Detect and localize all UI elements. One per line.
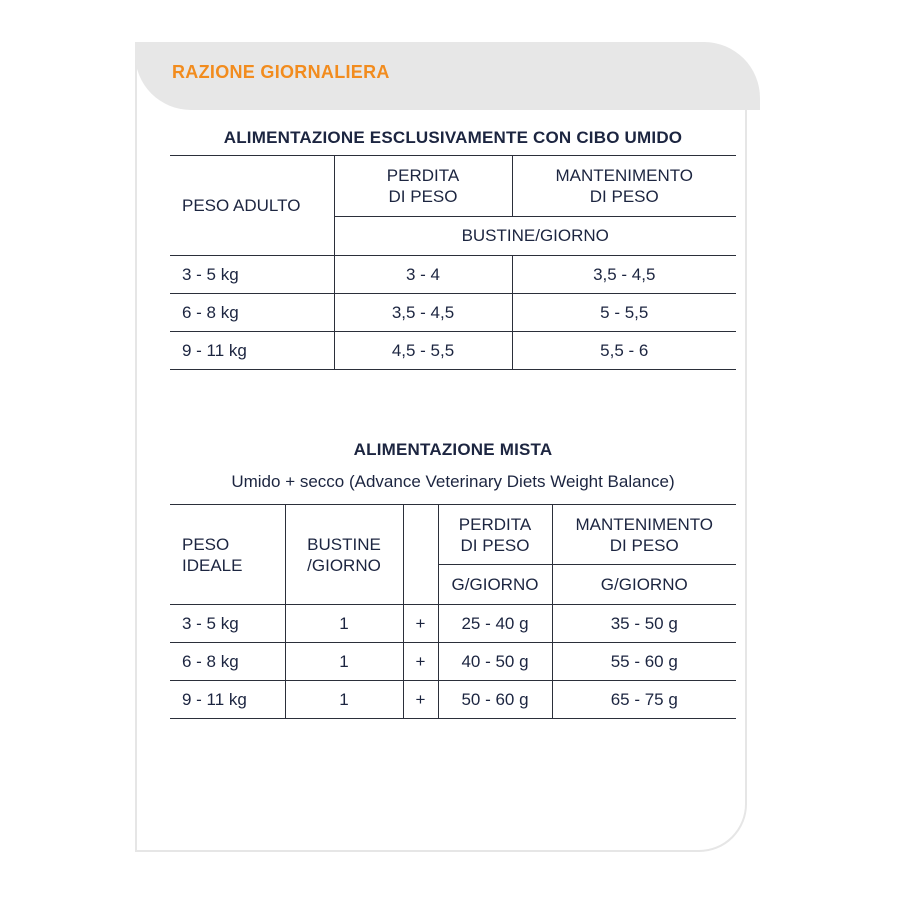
loss-cell: 3 - 4 xyxy=(334,256,512,294)
col-header-loss xyxy=(438,505,552,565)
col-header-loss-line1: PERDITA xyxy=(386,166,460,185)
table-row xyxy=(170,643,736,681)
col-header-plus xyxy=(403,505,438,605)
col-header-weight xyxy=(170,505,285,605)
col-header-bustine-line1: BUSTINE xyxy=(307,534,381,554)
section2-subtitle: Umido + secco (Advance Veterinary Diets Weight Balance) xyxy=(231,472,675,491)
col-header-maint-line1: MANTENIMENTO xyxy=(575,514,714,534)
weight-cell: 3 - 5 kg xyxy=(170,605,285,643)
loss-cell: 40 - 50 g xyxy=(438,643,552,681)
unit-label: BUSTINE/GIORNO xyxy=(334,217,736,256)
wet-food-table xyxy=(170,155,736,370)
col-header-maint xyxy=(512,156,736,217)
section1-title: ALIMENTAZIONE ESCLUSIVAMENTE CON CIBO UMIDO xyxy=(223,128,683,147)
col-header-bustine-line2: /GIORNO xyxy=(307,555,381,575)
table-row xyxy=(170,681,736,719)
section2-title: ALIMENTAZIONE MISTA xyxy=(353,440,553,459)
col-header-loss-line2: DI PESO xyxy=(460,535,530,555)
unit-label-maint: G/GIORNO xyxy=(552,565,736,605)
maint-cell: 65 - 75 g xyxy=(552,681,736,719)
maint-cell: 55 - 60 g xyxy=(552,643,736,681)
table-row xyxy=(170,256,736,294)
col-header-maint xyxy=(552,505,736,565)
loss-cell: 25 - 40 g xyxy=(438,605,552,643)
maint-cell: 5,5 - 6 xyxy=(512,332,736,370)
weight-cell: 3 - 5 kg xyxy=(170,256,334,294)
col-header-bustine xyxy=(285,505,403,605)
plus-cell: + xyxy=(403,681,438,719)
header-title: RAZIONE GIORNALIERA xyxy=(172,62,390,82)
unit-label-loss: G/GIORNO xyxy=(438,565,552,605)
col-header-weight: PESO ADULTO xyxy=(170,156,334,256)
col-header-weight-line1: PESO xyxy=(182,534,230,554)
col-header-weight-line2: IDEALE xyxy=(182,555,243,575)
col-header-maint-line2: DI PESO xyxy=(589,187,659,206)
table-row xyxy=(170,332,736,370)
col-header-loss-line2: DI PESO xyxy=(388,187,458,206)
bustine-cell: 1 xyxy=(285,605,403,643)
col-header-maint-line1: MANTENIMENTO xyxy=(555,166,694,185)
col-header-maint-line2: DI PESO xyxy=(609,535,679,555)
plus-cell: + xyxy=(403,605,438,643)
table-header-row xyxy=(170,156,736,217)
bustine-cell: 1 xyxy=(285,643,403,681)
table-row xyxy=(170,294,736,332)
bustine-cell: 1 xyxy=(285,681,403,719)
col-header-loss xyxy=(334,156,512,217)
maint-cell: 3,5 - 4,5 xyxy=(512,256,736,294)
loss-cell: 4,5 - 5,5 xyxy=(334,332,512,370)
table-row xyxy=(170,605,736,643)
maint-cell: 5 - 5,5 xyxy=(512,294,736,332)
mixed-food-table xyxy=(170,504,736,719)
loss-cell: 3,5 - 4,5 xyxy=(334,294,512,332)
maint-cell: 35 - 50 g xyxy=(552,605,736,643)
col-header-loss-line1: PERDITA xyxy=(458,514,532,534)
loss-cell: 50 - 60 g xyxy=(438,681,552,719)
weight-cell: 9 - 11 kg xyxy=(170,332,334,370)
table-header-row xyxy=(170,505,736,565)
weight-cell: 6 - 8 kg xyxy=(170,294,334,332)
plus-cell: + xyxy=(403,643,438,681)
weight-cell: 9 - 11 kg xyxy=(170,681,285,719)
weight-cell: 6 - 8 kg xyxy=(170,643,285,681)
